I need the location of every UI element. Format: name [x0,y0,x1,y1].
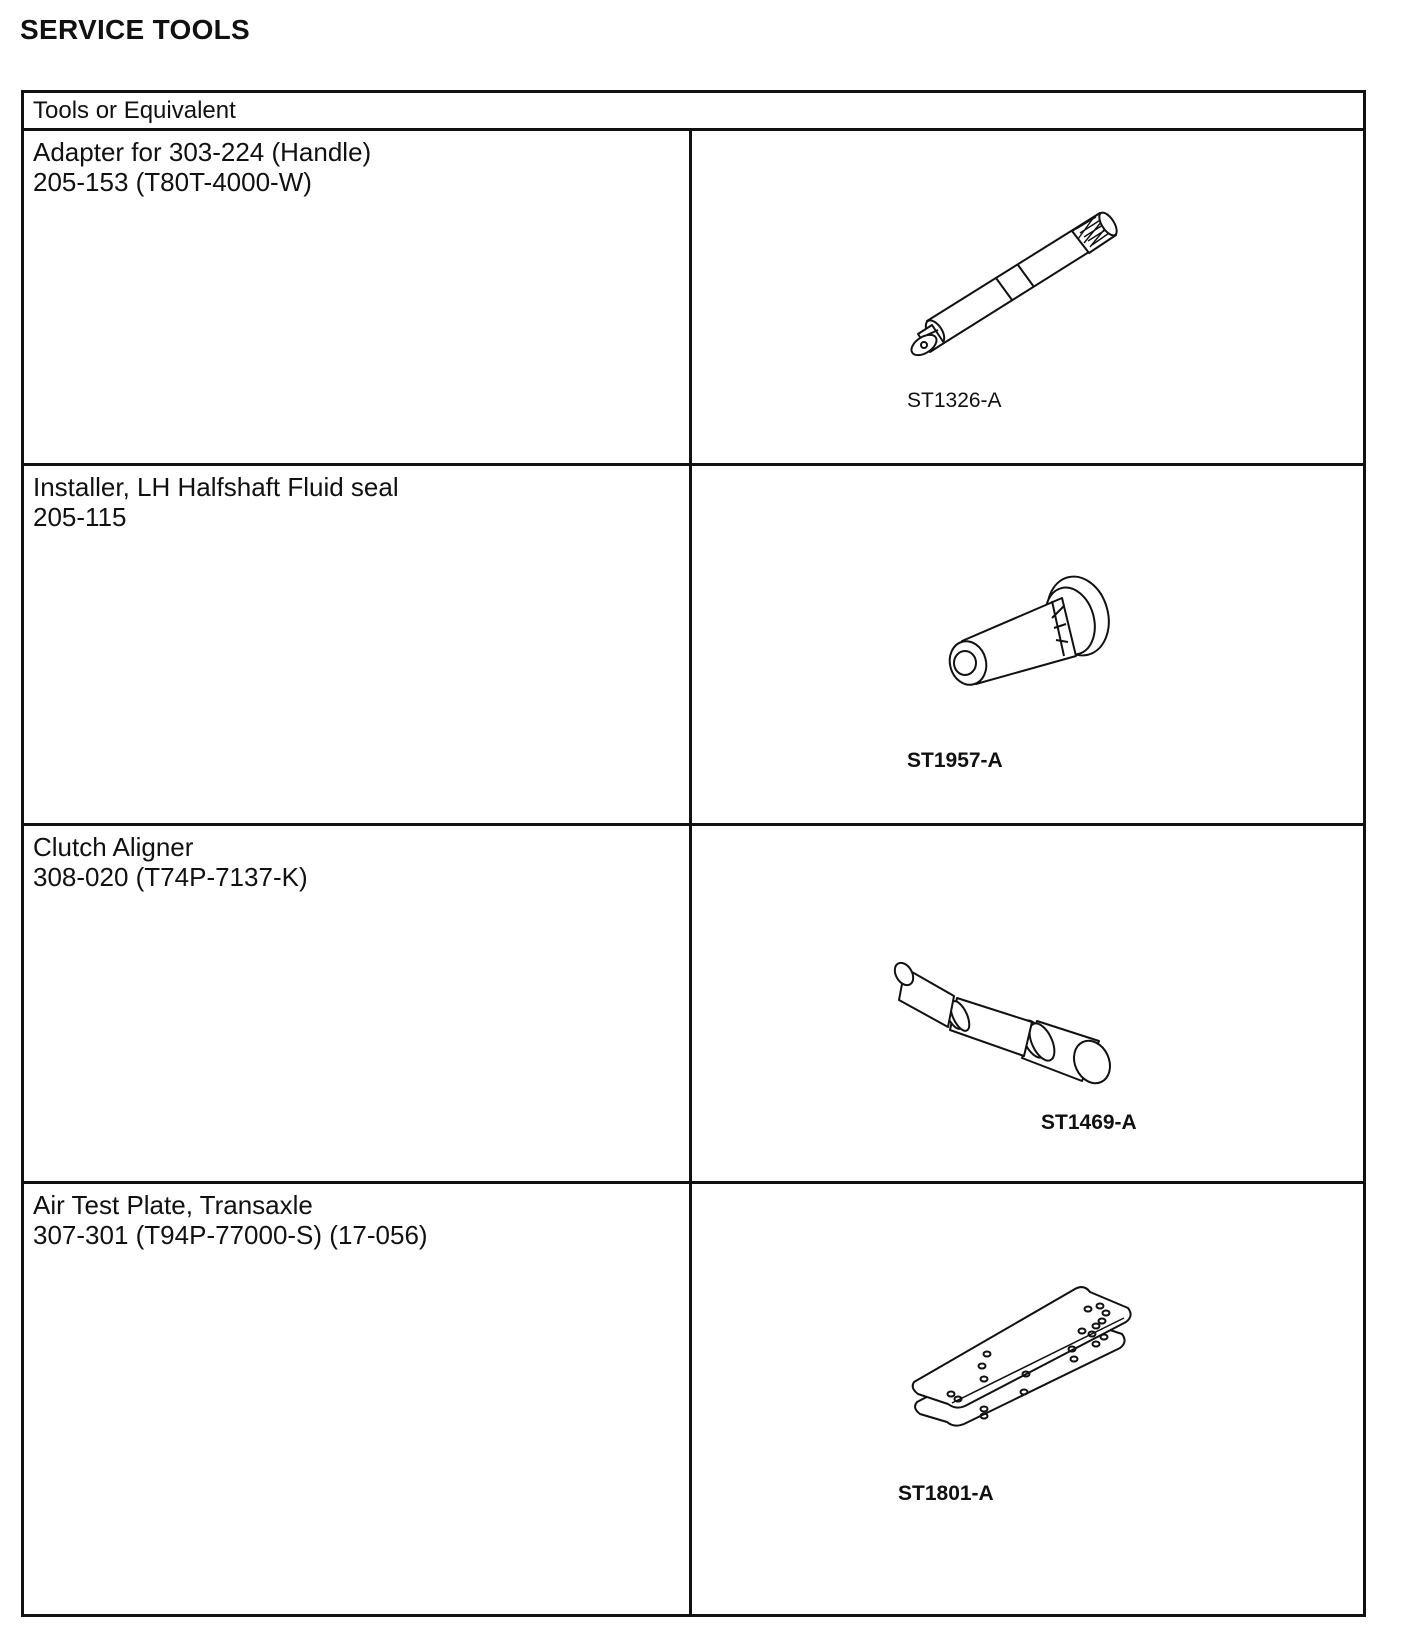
seal-installer-icon [692,466,1366,823]
tool-number: 308-020 (T74P-7137-K) [33,862,308,892]
tool-description-cell [24,131,692,463]
tool-caption: ST1957-A [907,749,1003,772]
clutch-aligner-icon [692,826,1366,1181]
tool-name: Installer, LH Halfshaft Fluid seal [33,472,399,502]
adapter-handle-icon [692,131,1366,463]
tool-number: 205-115 [33,502,127,532]
tool-number: 205-153 (T80T-4000-W) [33,167,312,197]
tool-row [24,1184,1363,1614]
page-title: SERVICE TOOLS [20,14,251,45]
tool-caption: ST1326-A [907,389,1002,412]
tool-description-cell [24,1184,692,1614]
tool-illustration-cell [692,1184,1363,1614]
tool-name: Clutch Aligner [33,832,194,862]
tool-description-cell [24,826,692,1181]
tool-row [24,131,1363,466]
service-tools-table [21,90,1366,1617]
tool-illustration-cell [692,466,1363,823]
tool-caption: ST1469-A [1041,1111,1137,1134]
tool-illustration-cell [692,131,1363,463]
tool-name: Air Test Plate, Transaxle [33,1190,313,1220]
tool-description-cell [24,466,692,823]
tool-row [24,466,1363,826]
tool-caption: ST1801-A [898,1482,994,1505]
tool-number: 307-301 (T94P-77000-S) (17-056) [33,1220,428,1250]
table-header-label: Tools or Equivalent [33,97,236,124]
tool-name: Adapter for 303-224 (Handle) [33,137,372,167]
table-header [24,93,1363,131]
air-test-plate-icon [692,1184,1366,1611]
tool-illustration-cell [692,826,1363,1181]
tool-row [24,826,1363,1184]
